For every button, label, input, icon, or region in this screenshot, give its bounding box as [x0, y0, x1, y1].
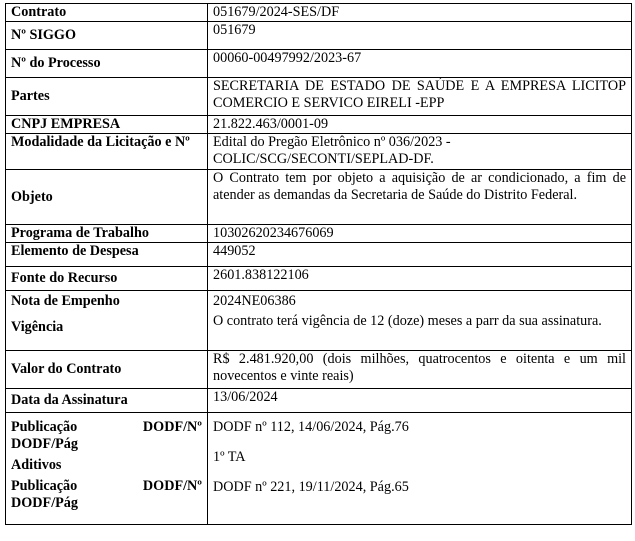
label-objeto: Objeto	[6, 170, 208, 225]
label-assinatura: Data da Assinatura	[6, 389, 208, 413]
label-empenho-vigencia	[6, 291, 208, 351]
label-aditivos: Aditivos	[11, 457, 62, 473]
value-contrato: 051679/2024-SES/DF	[208, 4, 632, 22]
label-contrato: Contrato	[6, 4, 208, 22]
contract-table	[5, 3, 632, 525]
label-publicacao-2-c: DODF/Pág	[11, 495, 78, 511]
label-publicacoes	[6, 413, 208, 525]
value-partes: SECRETARIA DE ESTADO DE SAÚDE E A EMPRESA LICITOP COMERCIO E SERVICO EIRELI -EPP	[208, 78, 632, 116]
row-siggo	[6, 22, 632, 50]
label-valor: Valor do Contrato	[6, 351, 208, 389]
value-empenho: 2024NE06386	[213, 293, 296, 309]
value-vigencia: O contrato terá vigência de 12 (doze) meses a parr da sua assinatura.	[213, 313, 602, 329]
label-elemento: Elemento de Despesa	[6, 243, 208, 267]
value-processo: 00060-00497992/2023-67	[208, 50, 632, 78]
row-modalidade	[6, 134, 632, 170]
row-objeto	[6, 170, 632, 225]
value-valor: R$ 2.481.920,00 (dois milhões, quatrocentos e oitenta e um mil novecentos e vinte reais)	[208, 351, 632, 389]
row-elemento	[6, 243, 632, 267]
label-publicacao-1-c: DODF/Pág	[11, 436, 78, 452]
row-assinatura	[6, 389, 632, 413]
label-empenho: Nota de Empenho	[11, 293, 120, 309]
label-publicacao-1-a: Publicação	[11, 419, 78, 435]
value-publicacao-1: DODF nº 112, 14/06/2024, Pág.76	[213, 419, 409, 435]
label-partes: Partes	[6, 78, 208, 116]
value-elemento: 449052	[208, 243, 632, 267]
label-modalidade: Modalidade da Licitação e Nº	[6, 134, 208, 170]
value-modalidade-line2: COLIC/SCG/SECONTI/SEPLAD-DF.	[213, 151, 434, 167]
label-publicacao-2-a: Publicação	[11, 478, 78, 494]
value-fonte: 2601.838122106	[208, 267, 632, 291]
row-programa	[6, 225, 632, 243]
value-publicacoes	[208, 413, 632, 525]
label-fonte: Fonte do Recurso	[6, 267, 208, 291]
row-fonte	[6, 267, 632, 291]
label-programa: Programa de Trabalho	[6, 225, 208, 243]
label-processo: Nº do Processo	[6, 50, 208, 78]
value-modalidade-line1: Edital do Pregão Eletrônico nº 036/2023 -	[213, 134, 451, 150]
value-modalidade	[208, 134, 632, 170]
row-cnpj	[6, 116, 632, 134]
label-cnpj: CNPJ EMPRESA	[6, 116, 208, 134]
row-publicacoes	[6, 413, 632, 525]
value-programa: 10302620234676069	[208, 225, 632, 243]
value-assinatura: 13/06/2024	[208, 389, 632, 413]
label-siggo: Nº SIGGO	[6, 22, 208, 50]
row-valor	[6, 351, 632, 389]
value-publicacao-2: DODF nº 221, 19/11/2024, Pág.65	[213, 479, 409, 495]
label-publicacao-1	[11, 419, 202, 436]
row-processo	[6, 50, 632, 78]
value-empenho-vigencia	[208, 291, 632, 351]
label-publicacao-2-b: DODF/Nº	[142, 478, 202, 494]
label-vigencia: Vigência	[11, 319, 64, 335]
value-cnpj: 21.822.463/0001-09	[208, 116, 632, 134]
value-siggo: 051679	[208, 22, 632, 50]
label-publicacao-2	[11, 478, 202, 495]
row-partes	[6, 78, 632, 116]
value-aditivos: 1º TA	[213, 449, 246, 465]
label-publicacao-1-b: DODF/Nº	[142, 419, 202, 435]
row-contrato	[6, 4, 632, 22]
row-empenho-vigencia	[6, 291, 632, 351]
value-objeto: O Contrato tem por objeto a aquisição de ar condicionado, a fim de atender as demandas da Secretaria de Saúde do Distrito Federal.	[208, 170, 632, 225]
